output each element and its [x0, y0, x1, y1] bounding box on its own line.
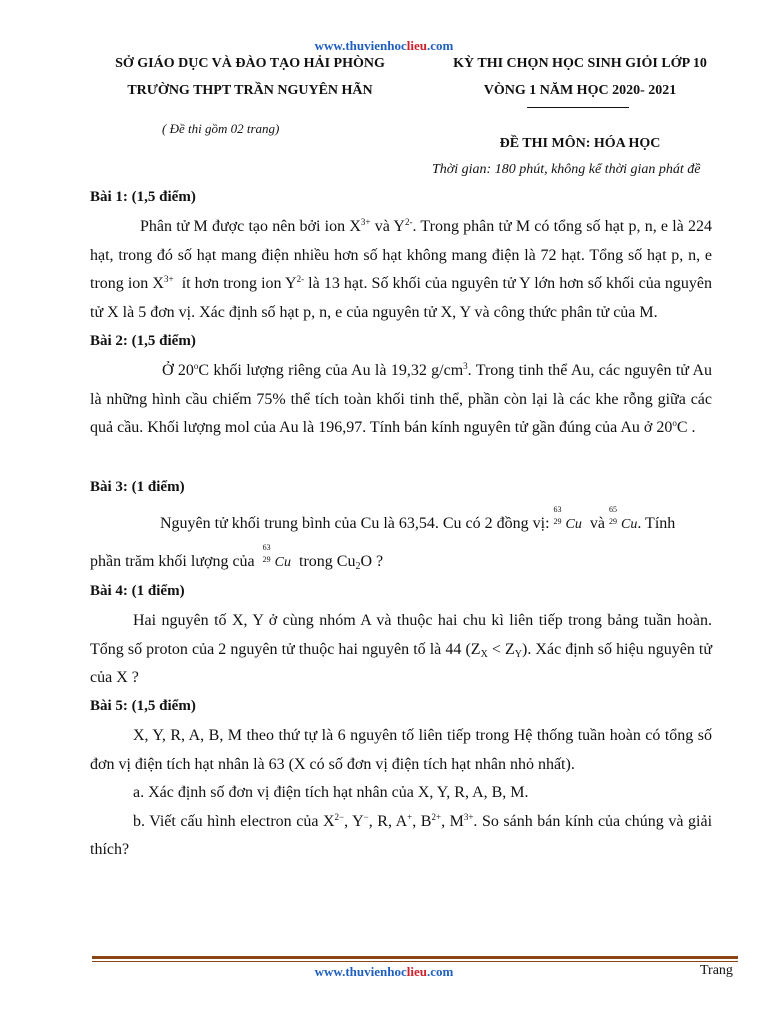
isotope-cu65: 65 29 Cu	[608, 505, 638, 532]
watermark-text: www.thuvienhoc	[314, 38, 407, 53]
question-5-title: Bài 5: (1,5 điểm)	[90, 698, 196, 714]
footer-watermark-text: www.thuvienhoc	[314, 964, 407, 979]
exam-time: Thời gian: 180 phút, không kể thời gian phát đề	[432, 162, 701, 177]
page-count-note: ( Đề thi gồm 02 trang)	[162, 121, 280, 136]
school-name: TRƯỜNG THPT TRẦN NGUYÊN HÃN	[127, 83, 373, 98]
isotope-cu63: 63 29 Cu	[553, 505, 582, 532]
question-5b: b. Viết cấu hình electron của $X^{2-}$, Y−, R, A+, $B^{2+}$, $M^{3+}$. So sánh bán kính của chúng và giải thích?	[90, 811, 713, 858]
exam-title: KỲ THI CHỌN HỌC SINH GIỎI LỚP 10	[453, 56, 707, 71]
question-2-body: Ở 20$^o$C khối lượng riêng của Au là 19,32 $g/cm^3$. Trong tinh thể Au, các nguyên tử Au là những hình cầu chiếm 75% thể tích toàn khối tinh thể, phần còn lại là các khe rỗng giữa các quả cầu. Khối lượng mol của Au là 196,97. Tính bán kính nguyên tử gần đúng của Au ở 20$^o$C .	[90, 361, 712, 436]
question-3-line1: Nguyên tử khối trung bình của Cu là 63,54. Cu có 2 đồng vị: 63 29 Cu và 65 29 Cu. Tính	[160, 505, 676, 532]
footer-rule-thick	[92, 956, 738, 959]
top-watermark[interactable]	[0, 38, 768, 54]
question-3-title: Bài 3: (1 điểm)	[90, 479, 185, 495]
department-name: SỞ GIÁO DỤC VÀ ĐÀO TẠO HẢI PHÒNG	[115, 56, 385, 71]
footer-watermark-domain: .com	[426, 964, 454, 979]
exam-subject: ĐỀ THI MÔN: HÓA HỌC	[499, 136, 661, 151]
footer-rule-thin	[92, 961, 738, 962]
question-3-line2: phần trăm khối lượng của 63 29 Cu trong $Cu_2O$ ?	[90, 543, 384, 572]
page-label: Trang	[700, 963, 733, 978]
watermark-text-red: lieu	[406, 38, 427, 53]
footer-watermark[interactable]	[0, 964, 768, 980]
question-1-body: Phân tử M được tạo nên bởi ion $X^{3+}$ và $Y^{2-}$. Trong phân tử M có tổng số hạt p, n, e là 224 hạt, trong đó số hạt mang điện nhiều hơn số hạt không mang điện là 72 hạt. Tổng số hạt p, n, e trong ion $X^{3+}$ ít hơn trong ion $Y^{2-}$ là 13 hạt. Số khối của nguyên tử Y lớn hơn số khối của nguyên tử X là 5 đơn vị. Xác định số hạt p, n, e của nguyên tử X, Y và công thức phân tử của M.	[90, 217, 713, 321]
header-underline	[527, 107, 629, 108]
footer-watermark-text-red: lieu	[406, 964, 427, 979]
exam-round: VÒNG 1 NĂM HỌC 2020- 2021	[483, 83, 677, 98]
question-2-title: Bài 2: (1,5 điểm)	[90, 333, 196, 349]
question-1-title: Bài 1: (1,5 điểm)	[90, 189, 196, 205]
question-4-title: Bài 4: (1 điểm)	[90, 583, 185, 599]
question-5-body: X, Y, R, A, B, M theo thứ tự là 6 nguyên tố liên tiếp trong Hệ thống tuần hoàn có tổng số đơn vị điện tích hạt nhân là 63 (X có số đơn vị điện tích hạt nhân nhỏ nhất). a. Xác định số đơn vị điện tích hạt nhân của X, Y, R, A, B, M. b. Viết cấu hình electron của $X^{2-}$, Y−, R, A+, $B^{2+}$, $M^{3+}$. So sánh bán kính của chúng và giải thích?	[90, 722, 712, 865]
isotope-cu63-ref: 63 29 Cu	[262, 543, 291, 570]
watermark-domain: .com	[426, 38, 454, 53]
question-4-body: Hai nguyên tố X, Y ở cùng nhóm A và thuộc hai chu kì liên tiếp trong bảng tuần hoàn. Tổng số proton của 2 nguyên tử thuộc hai nguyên tố là 44 $(Z_X < Z_Y)$. Xác định số hiệu nguyên tử của X ?	[90, 612, 713, 686]
question-5a: a. Xác định số đơn vị điện tích hạt nhân của X, Y, R, A, B, M.	[133, 784, 529, 801]
